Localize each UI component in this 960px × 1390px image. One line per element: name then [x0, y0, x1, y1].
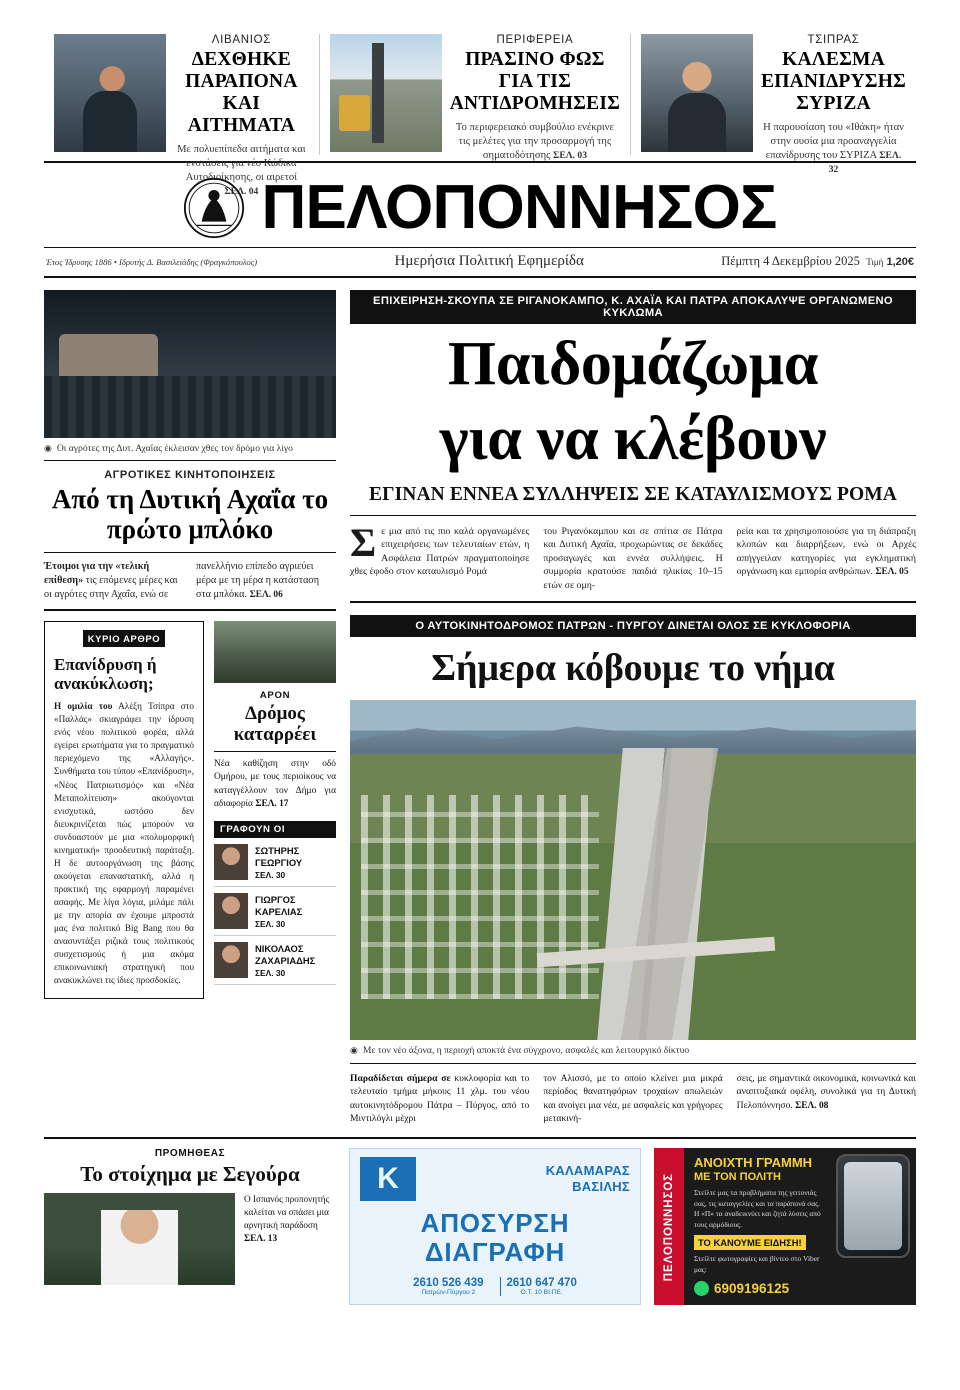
teaser-page-ref[interactable]: ΣΕΛ. 04 — [224, 186, 259, 198]
left-deck-col1: Έτοιμοι για την «τελική επίθεση» τις επόμενες μέρες και οι αγρότες στην Αχαΐα, ενώ σε — [44, 561, 178, 600]
sports-summary: Ο Ισπανός προπονητής καλείται να σπάσει μια αρνητική παράδοση ΣΕΛ. 13 — [244, 1194, 330, 1244]
teaser-tsipras[interactable] — [630, 34, 916, 175]
top-teaser-strip — [44, 0, 916, 198]
masthead-infobar — [44, 247, 916, 278]
smartphone-mockup-icon — [836, 1154, 910, 1258]
photo-caption: ◉ Οι αγρότες της Δυτ. Αχαΐας έκλεισαν χθες τον δρόμο για λίγο — [44, 438, 336, 461]
avatar — [214, 942, 248, 978]
lead-headline-line2[interactable]: για να κλέβουν — [439, 404, 827, 473]
editorial-row — [44, 621, 336, 998]
avatar — [214, 844, 248, 880]
teaser-summary: Με πολυεπίπεδα αιτήματα και ενστάσεις για νέο Κώδικα Αυτοδιοίκησης, οι αιρετοί ΣΕΛ. 04 — [177, 144, 306, 198]
teaser-headline: ΚΑΛΕΣΜΑ ΕΠΑΝΙΔΡΥΣΗΣ ΣΥΡΙΖΑ — [761, 49, 907, 115]
second-headline[interactable]: Σήμερα κόβουμε το νήμα — [431, 647, 835, 690]
left-headline[interactable]: Από τη Δυτική Αχαΐα το πρώτο μπλόκο — [44, 485, 336, 553]
kalamaras-logo-icon — [360, 1157, 416, 1201]
founded-line: Έτος Ίδρυσης 1886 • Ιδρυτής Δ. Βασιλειάδης (Φραγκόπουλος) — [46, 257, 258, 267]
right-column — [350, 290, 916, 1125]
side-column — [214, 621, 336, 998]
lead-body-columns — [350, 516, 916, 604]
second-col-3: σεις, με σημαντικά οικονομικά, κοινωνικά και αναπτυξιακά οφέλη, συνολικά για τη Δυτική Πελοπόννησο. ΣΕΛ. 08 — [736, 1073, 916, 1111]
camera-icon: ◉ — [44, 443, 52, 453]
teaser-page-ref[interactable]: ΣΕΛ. 03 — [553, 150, 587, 162]
writer-item[interactable] — [214, 838, 336, 887]
editorial-body: Η ομιλία του Αλέξη Τσίπρα στο «Παλλάς» σκιαγράφει την ίδρυση ενός νέου πολιτικού φορέα, αλλά εγείρει ερωτήματα για το πραγματικό περιεχόμενο της «Αλλαγής». Συνθήματα του τύπου «Επανίδρυση», «Νέος Πατριωτισμός» και «Νέα Μεταπολίτευση» ακούγονται ενισχυτικά, ωστόσο δεν διευκρινίζεται πώς μπορούν να συνδυαστούν με μια «πολυμορφική κινηματική» προοδευτική παράταξη. Η δε αυτοοργάνωση της βάσης ακούγεται επαναστατική, αλλά η πρακτική της εφαρμογή παραμένει ασαφής. Με λίγα λόγια, μιλάμε πάλι με την απορία αν έχουμε μπροστά μας ένα πολιτικό Big Bang που θα ανασυντάξει ριζικά τους πολιτικούς συσχετισμούς ή μια ακόμα επικοινωνιακή στρατηγική που ανακυκλώνει τις ίδιες προσδοκίες. — [54, 701, 194, 986]
bottom-row — [44, 1137, 916, 1305]
left-column — [44, 290, 336, 1125]
second-col-2: τον Αλισσό, με το οποίο κλείνει μια μικρά περίοδος θανατηφόρων τροχαίων απωλειών και ανοίγει μια νέα, με ασφαλείς και γρήγορες μετακινή- — [543, 1073, 723, 1124]
date-and-price: Πέμπτη 4 Δεκεμβρίου 2025 Τιμή 1,20€ — [721, 254, 914, 268]
ad-headline-1: ΑΠΟΣΥΡΣΗ — [420, 1208, 570, 1239]
page-ref[interactable]: ΣΕΛ. 30 — [255, 869, 286, 880]
teaser-headline: ΠΡΑΣΙΝΟ ΦΩΣ ΓΙΑ ΤΙΣ ΑΝΤΙΔΡΟΜΗΣΕΙΣ — [449, 49, 621, 115]
writer-name: ΓΙΩΡΓΟΣ ΚΑΡΕΛΙΑΣ — [255, 894, 303, 918]
ad-phone-2: 2610 647 470 Ο.Τ. 10 ΒΙ.ΠΕ. — [500, 1277, 583, 1296]
page-ref[interactable]: ΣΕΛ. 06 — [249, 589, 283, 600]
newspaper-seal-icon — [183, 177, 245, 239]
avatar — [214, 893, 248, 929]
ad-viber-phone[interactable]: 6909196125 — [694, 1281, 908, 1296]
second-col-1: Παραδίδεται σήμερα σε κυκλοφορία και το τελευταίο τμήμα μήκους 11 χλμ. του νέου αυτοκινητόδρομου Πάτρα – Πύργος, από το Μιντιλόγλι μέχρι — [350, 1073, 530, 1124]
teaser-livanios[interactable] — [44, 34, 319, 198]
aron-kicker: ΑΡΟΝ — [259, 690, 291, 702]
ad-badge: ΤΟ ΚΑΝΟΥΜΕ ΕΙΔΗΣΗ! — [694, 1235, 806, 1250]
teaser-summary: Η παρουσίαση του «Ιθάκη» ήταν στην ουσία μια προαναγγελία επανίδρυσης του ΣΥΡΙΖΑ ΣΕΛ. 32 — [763, 122, 904, 175]
editorial-box — [44, 621, 204, 998]
lead-deck: ΕΓΙΝΑΝ ΕΝΝΕΑ ΣΥΛΛΗΨΕΙΣ ΣΕ ΚΑΤΑΥΛΙΣΜΟΥΣ ΡΟΜΑ — [350, 474, 916, 516]
ad-body-text: Στείλτε μας τα προβλήματα της γειτονιάς σας, τις καταγγελίες και τα παράπονά σας. Η «Π» τα αναδεικνύει και ζητά λύσεις από τους αρμόδιους. — [694, 1187, 821, 1230]
ad-title-1: ΑΝΟΙΧΤΗ ΓΡΑΜΜΗ — [694, 1155, 813, 1171]
sports-kicker: ΠΡΟΜΗΘΕΑΣ — [154, 1148, 226, 1160]
writers-tag: ΓΡΑΦΟΥΝ ΟΙ — [214, 821, 336, 838]
lead-col-2: του Ριγανόκαμπου και σε σπίτια σε Πάτρα και Δυτική Αχαΐα, προχωρώντας σε δεκάδες προσαγωγές και εννέα συλλήψεις. Η συμμορία κρατούσε παιδιά ηλικίας 10–15 ετών σε ομη- — [543, 525, 723, 591]
viber-icon — [694, 1281, 709, 1296]
second-body-columns — [350, 1064, 916, 1125]
lead-col-3: ρεία και τα χρησιμοποιούσε για τη διάπραξη κλοπών και διαρρήξεων, ενώ οι Αρχές απήγγειλαν κατηγορίες για εγκληματική οργάνωση και εμπορία ανθρώπων. ΣΕΛ. 05 — [736, 525, 916, 578]
teaser-kicker: ΛΙΒΑΝΙΟΣ — [211, 34, 272, 46]
camera-icon: ◉ — [350, 1045, 358, 1056]
page-ref[interactable]: ΣΕΛ. 08 — [795, 1100, 829, 1111]
ad-side-label: ΠΕΛΟΠΟΝΝΗΣΟΣ — [654, 1148, 684, 1305]
photo-caption: ◉ Με τον νέο άξονα, η περιοχή αποκτά ένα σύγχρονο, ασφαλές και λειτουργικό δίκτυο — [350, 1040, 916, 1064]
page-ref[interactable]: ΣΕΛ. 05 — [875, 567, 909, 578]
dropcap: Σ — [350, 519, 377, 565]
ad-headline-2: ΔΙΑΓΡΑΦΗ — [424, 1237, 566, 1268]
writer-item[interactable] — [214, 936, 336, 985]
ad-phone-1: 2610 526 439 Πατρών-Πύργου 2 — [413, 1277, 484, 1297]
sports-teaser[interactable] — [44, 1148, 336, 1305]
kalamaras-name: ΚΑΛΑΜΑΡΑΣ ΒΑΣΙΛΗΣ — [545, 1163, 630, 1195]
second-story-strip: Ο ΑΥΤΟΚΙΝΗΤΟΔΡΟΜΟΣ ΠΑΤΡΩΝ - ΠΥΡΓΟΥ ΔΙΝΕΤΑΙ ΟΛΟΣ ΣΕ ΚΥΚΛΟΦΟΡΙΑ — [350, 615, 916, 637]
teaser-kicker: ΠΕΡΙΦΕΡΕΙΑ — [496, 34, 574, 46]
teaser-kicker: ΤΣΙΠΡΑΣ — [807, 34, 860, 46]
editorial-tag: ΚΥΡΙΟ ΑΡΘΡΟ — [83, 630, 165, 647]
ad-title-2: ΜΕ ΤΟΝ ΠΟΛΙΤΗ — [694, 1170, 781, 1183]
ad-note: Στείλτε φωτογραφίες και βίντεο στο Viber μας: — [694, 1253, 820, 1274]
ad-kalamaras[interactable] — [349, 1148, 641, 1305]
editorial-title[interactable]: Επανίδρυση ή ανακύκλωση; — [54, 655, 157, 694]
page-ref[interactable]: ΣΕΛ. 17 — [255, 799, 289, 810]
ad-phones[interactable] — [360, 1277, 630, 1296]
teaser-photo-traffic-light — [330, 34, 442, 152]
teaser-headline: ΔΕΧΘΗΚΕ ΠΑΡΑΠΟΝΑ ΚΑΙ ΑΙΤΗΜΑΤΑ — [185, 49, 298, 137]
paper-subtitle: Ημερήσια Πολιτική Εφημερίδα — [394, 253, 584, 269]
left-deck-col2: πανελλήνιο επίπεδο αγριεύει μέρα με τη μέρα η κατάσταση στα μπλόκα. ΣΕΛ. 06 — [196, 561, 320, 600]
lead-story-strip: ΕΠΙΧΕΙΡΗΣΗ-ΣΚΟΥΠΑ ΣΕ ΡΙΓΑΝΟΚΑΜΠΟ, Κ. ΑΧΑΪΑ ΚΑΙ ΠΑΤΡΑ ΑΠΟΚΑΛΥΨΕ ΟΡΓΑΝΩΜΕΝΟ ΚΥΚΛΩΜΑ — [350, 290, 916, 324]
farmers-protest-photo — [44, 290, 336, 438]
teaser-summary: Το περιφερειακό συμβούλιο ενέκρινε τις μελέτες για την προσαρμογή της σηματοδότησης ΣΕΛ. 03 — [455, 122, 614, 162]
page-ref[interactable]: ΣΕΛ. 13 — [244, 1233, 278, 1244]
teaser-photo-livanios — [54, 34, 166, 152]
aron-headline[interactable]: Δρόμος καταρρέει — [214, 704, 336, 752]
sports-headline[interactable]: Το στοίχημα με Σεγούρα — [80, 1162, 300, 1187]
lead-headline-line1[interactable]: Παιδομάζωμα — [447, 330, 819, 398]
teaser-periferia[interactable] — [319, 34, 630, 162]
ad-open-line[interactable] — [654, 1148, 916, 1305]
teaser-page-ref[interactable]: ΣΕΛ. 32 — [828, 150, 902, 175]
left-kicker: ΑΓΡΟΤΙΚΕΣ ΚΙΝΗΤΟΠΟΙΗΣΕΙΣ — [104, 469, 276, 481]
teaser-photo-tsipras — [641, 34, 753, 152]
page-ref[interactable]: ΣΕΛ. 30 — [255, 918, 286, 929]
main-content — [44, 290, 916, 1125]
page-title: ΠΕΛΟΠΟΝΝΗΣΟΣ — [261, 173, 777, 242]
lead-col-1: Σε μια από τις πιο καλά οργανωμένες επιχειρήσεις των τελευταίων ετών, η Ασφάλεια Πατρών πραγματοποίησε χθες έφοδο στον καταυλισμό Ρομά — [350, 519, 530, 578]
coach-photo — [44, 1193, 235, 1285]
writer-item[interactable] — [214, 887, 336, 936]
highway-aerial-photo — [350, 700, 916, 1040]
writer-name: ΣΩΤΗΡΗΣ ΓΕΩΡΓΙΟΥ — [255, 845, 303, 869]
aron-body: Νέα καθίζηση στην οδό Ομήρου, με τους περιοίκους να καταγγέλλουν τον Δήμο για αδιαφορία ΣΕΛ. 17 — [214, 759, 336, 810]
writer-name: ΝΙΚΟΛΑΟΣ ΖΑΧΑΡΙΑΔΗΣ — [255, 943, 316, 967]
page-ref[interactable]: ΣΕΛ. 30 — [255, 967, 286, 978]
left-deck — [44, 553, 336, 611]
road-collapse-photo — [214, 621, 336, 683]
